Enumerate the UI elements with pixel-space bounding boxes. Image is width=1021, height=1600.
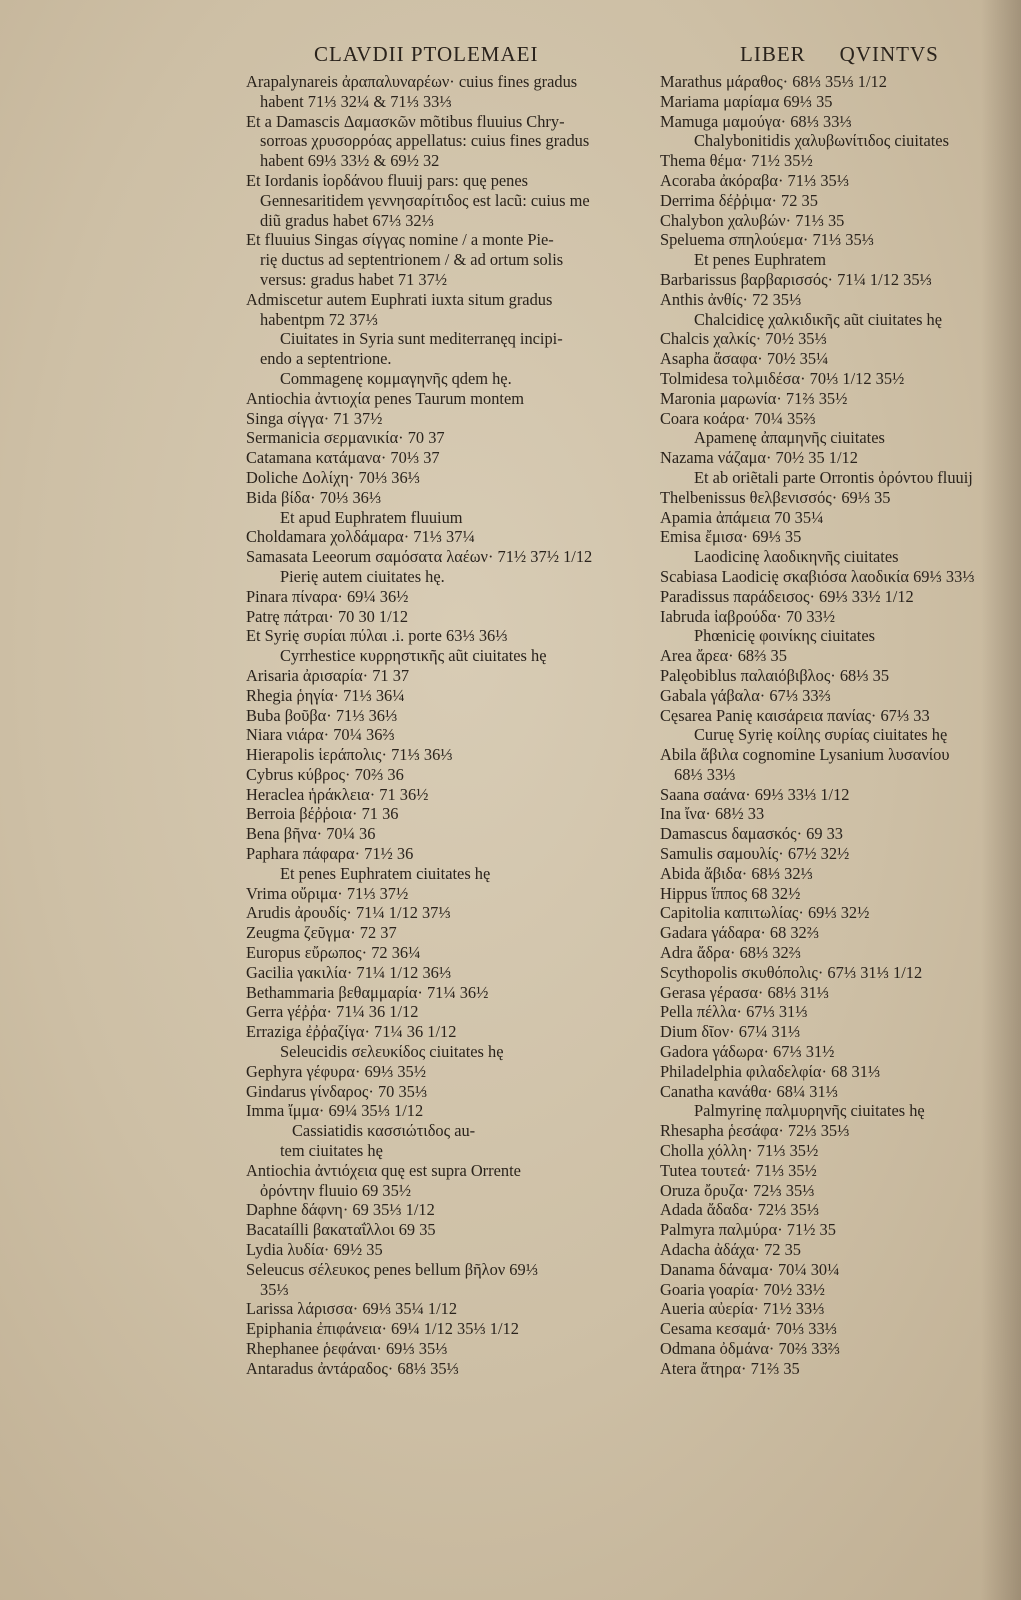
text-line: Arudis ἀρουδίς· 71¼ 1/12 37⅓ — [246, 903, 451, 923]
text-line: Et fluuius Singas σίγγας nomine / a monte Pie- — [246, 230, 554, 250]
text-line: Paradissus παράδεισος· 69⅓ 33½ 1/12 — [660, 586, 914, 606]
text-line: Antiochia ἀντιόχεια quę est supra Orrente — [246, 1160, 521, 1180]
text-line: Daphne δάφνη· 69 35⅓ 1/12 — [246, 1200, 435, 1220]
text-line: Thema θέμα· 71½ 35½ — [660, 151, 813, 171]
text-line: Europus εὔρωπος· 72 36¼ — [246, 943, 421, 963]
text-line: Vrima οὔριμα· 71⅓ 37½ — [246, 883, 409, 903]
section-heading-line: tem ciuitates hę — [280, 1141, 383, 1161]
text-line: Erraziga ἐῤῥαζίγα· 71¼ 36 1/12 — [246, 1022, 457, 1042]
text-line: Bethammaria βεθαμμαρία· 71¼ 36½ — [246, 982, 489, 1002]
text-line: Asapha ἄσαφα· 70½ 35¼ — [660, 349, 829, 369]
text-line: Imma ἴμμα· 69¼ 35⅓ 1/12 — [246, 1101, 424, 1121]
text-line: Sermanicia σερμανικία· 70 37 — [246, 428, 445, 448]
text-line: Gephyra γέφυρα· 69⅓ 35½ — [246, 1061, 427, 1081]
text-line: Samulis σαμουλίς· 67½ 32½ — [660, 844, 850, 864]
text-line: Iabruda ἰαβρούδα· 70 33½ — [660, 606, 836, 626]
text-line: Gerasa γέρασα· 68⅓ 31⅓ — [660, 982, 829, 1002]
text-line: Abila ἄβιλα cognomine Lysanium λυσανίου — [660, 745, 950, 765]
text-line: Et a Damascis Δαμασκῶν mõtibus fluuius Chry- — [246, 111, 565, 131]
text-line: Aueria αὐερία· 71½ 33⅓ — [660, 1299, 825, 1319]
text-line: Rhesapha ῥεσάφα· 72⅓ 35⅓ — [660, 1121, 850, 1141]
text-line: Bena βῆνα· 70¼ 36 — [246, 824, 376, 844]
running-header-right — [740, 42, 973, 67]
text-line: Damascus δαμασκός· 69 33 — [660, 824, 844, 844]
text-line: Singa σίγγα· 71 37½ — [246, 408, 383, 428]
text-line: Palęobiblus παλαιόβιβλος· 68⅓ 35 — [660, 665, 890, 685]
text-line: Speluema σπηλούεμα· 71⅓ 35⅓ — [660, 230, 874, 250]
text-line: Seleucus σέλευκος penes bellum βῆλον 69⅓ — [246, 1259, 538, 1279]
text-line: Antaradus ἀντάραδος· 68⅓ 35⅓ — [246, 1358, 459, 1378]
text-line: Saana σαάνα· 69⅓ 33⅓ 1/12 — [660, 784, 850, 804]
text-line: Capitolia καπιτωλίας· 69⅓ 32½ — [660, 903, 870, 923]
section-heading-line: Commagenę κομμαγηνῆς qdem hę. — [280, 368, 512, 388]
section-heading-line: Cyrrhestice κυρρηστικῆς aũt ciuitates hę — [280, 646, 547, 666]
text-line: rię ductus ad septentrionem / & ad ortum solis — [260, 250, 564, 270]
text-line: Canatha κανάθα· 68¼ 31⅓ — [660, 1081, 838, 1101]
text-line: Cesama κεσαμά· 70⅓ 33⅓ — [660, 1319, 837, 1339]
text-line: Rhegia ῥηγία· 71⅓ 36¼ — [246, 685, 405, 705]
section-heading-line: Cassiatidis κασσιώτιδος au- — [292, 1121, 476, 1141]
text-line: Tutea τουτεά· 71⅓ 35½ — [660, 1160, 817, 1180]
text-line: Hippus ἵππος 68 32½ — [660, 883, 801, 903]
text-line: diũ gradus habet 67⅓ 32⅓ — [260, 210, 434, 230]
text-line: Et Iordanis ἰορδάνου fluuij pars: quę penes — [246, 170, 529, 190]
section-heading-line: Seleucidis σελευκίδος ciuitates hę — [280, 1042, 504, 1062]
text-line: Gabala γάβαλα· 67⅓ 33⅔ — [660, 685, 831, 705]
text-line: Chalybon χαλυβών· 71⅓ 35 — [660, 210, 845, 230]
text-line: 68⅓ 33⅓ — [674, 764, 736, 784]
text-line: Bida βίδα· 70⅓ 36⅓ — [246, 487, 382, 507]
text-line: Rhephanee ῥεφάναι· 69⅓ 35⅓ — [246, 1339, 448, 1358]
text-line: Derrima δέῤῥιμα· 72 35 — [660, 190, 818, 210]
section-heading-line: Et penes Euphratem ciuitates hę — [280, 863, 491, 883]
text-line: Gadora γάδωρα· 67⅓ 31½ — [660, 1042, 835, 1062]
text-line: Mamuga μαμούγα· 68⅓ 33⅓ — [660, 111, 852, 131]
header-word-quintus: QVINTVS — [839, 42, 939, 66]
text-line: Buba βοῦβα· 71⅓ 36⅓ — [246, 705, 398, 725]
text-line: Cybrus κύβρος· 70⅔ 36 — [246, 764, 404, 784]
text-line: Adacha ἀδάχα· 72 35 — [660, 1240, 801, 1260]
header-word-liber: LIBER — [740, 42, 806, 66]
text-line: Adra ἄδρα· 68⅓ 32⅔ — [660, 943, 801, 963]
text-line: Larissa λάρισσα· 69⅓ 35¼ 1/12 — [246, 1299, 458, 1319]
text-line: Catamana κατάμανα· 70⅓ 37 — [246, 448, 440, 468]
text-line: habentpm 72 37⅓ — [260, 309, 378, 329]
text-line: Zeugma ζεῦγμα· 72 37 — [246, 923, 397, 943]
text-line: Lydia λυδία· 69½ 35 — [246, 1240, 383, 1260]
text-line: Thelbenissus θελβενισσός· 69⅓ 35 — [660, 487, 891, 507]
text-line: Doliche Δολίχη· 70⅓ 36⅓ — [246, 467, 420, 487]
text-line: Gerra γέῤῥα· 71¼ 36 1/12 — [246, 1002, 419, 1022]
text-line: Niara νιάρα· 70¼ 36⅔ — [246, 725, 395, 745]
text-line: Tolmidesa τολμιδέσα· 70⅓ 1/12 35½ — [660, 368, 905, 388]
text-line: Heraclea ἡράκλεια· 71 36½ — [246, 784, 429, 804]
text-line: Palmyra παλμύρα· 71½ 35 — [660, 1220, 836, 1240]
right-text-column — [660, 72, 1000, 1379]
text-line: Cęsarea Panię καισάρεια πανίας· 67⅓ 33 — [660, 705, 930, 725]
text-line: Admiscetur autem Euphrati iuxta situm gradus — [246, 289, 553, 309]
section-heading-line: Et penes Euphratem — [694, 250, 826, 270]
text-line: endo a septentrione. — [260, 349, 392, 369]
text-line: Dium δῖον· 67¼ 31⅓ — [660, 1022, 801, 1042]
section-heading-line: Laodicinę λαοδικηνῆς ciuitates — [694, 547, 899, 567]
text-line: Anthis ἀνθίς· 72 35⅓ — [660, 289, 802, 309]
section-heading-line: Apamenę ἀπαμηνῆς ciuitates — [694, 428, 885, 448]
text-line: Gadara γάδαρα· 68 32⅔ — [660, 923, 820, 943]
text-line: Scabiasa Laodicię σκαβιόσα λαοδικία 69⅓ 33⅓ — [660, 566, 975, 586]
text-line: Abida ἄβιδα· 68⅓ 32⅓ — [660, 863, 813, 883]
text-line: Apamia ἀπάμεια 70 35¼ — [660, 507, 824, 527]
text-line: Choldamara χολδάμαρα· 71⅓ 37¼ — [246, 527, 475, 547]
text-line: Chalcis χαλκίς· 70½ 35⅓ — [660, 329, 827, 349]
left-text-column — [246, 72, 596, 1379]
text-line: Nazama νάζαμα· 70½ 35 1/12 — [660, 448, 858, 468]
text-line: habent 71⅓ 32¼ & 71⅓ 33⅓ — [260, 91, 452, 111]
text-line: Hierapolis ἱεράπολις· 71⅓ 36⅓ — [246, 745, 453, 765]
text-line: Marathus μάραθος· 68⅓ 35⅓ 1/12 — [660, 72, 887, 91]
text-line: Gindarus γίνδαρος· 70 35⅓ — [246, 1081, 428, 1101]
section-heading-line: Chalcidicę χαλκιδικῆς aũt ciuitates hę — [694, 309, 943, 329]
section-heading-line: Pierię autem ciuitates hę. — [280, 566, 445, 586]
text-line: Mariama μαρίαμα 69⅓ 35 — [660, 91, 833, 111]
text-line: Maronia μαρωνία· 71⅔ 35½ — [660, 388, 848, 408]
text-line: Samasata Leeorum σαμόσατα λαέων· 71½ 37½ 1/12 — [246, 547, 593, 567]
text-line: Et Syrię συρίαι πύλαι .i. porte 63⅓ 36⅓ — [246, 626, 508, 646]
text-line: Arapalynareis ἀραπαλυναρέων· cuius fines gradus — [246, 72, 578, 91]
section-heading-line: Et ab oriẽtali parte Orrontis ὀρόντου fluuij — [694, 467, 973, 487]
text-line: Arisaria ἀρισαρία· 71 37 — [246, 665, 410, 685]
text-line: Ina ἴνα· 68½ 33 — [660, 804, 765, 824]
text-line: Philadelphia φιλαδελφία· 68 31⅓ — [660, 1061, 881, 1081]
text-line: Goaria γοαρία· 70½ 33½ — [660, 1279, 825, 1299]
text-line: Gennesaritidem γεννησαρίτιδος est lacũ: cuius me — [260, 190, 590, 210]
running-header-left: CLAVDII PTOLEMAEI — [314, 42, 539, 66]
text-line: Coara κοάρα· 70¼ 35⅔ — [660, 408, 816, 428]
text-line: Berroia βέῤῥοια· 71 36 — [246, 804, 399, 824]
text-line: Adada ἄδαδα· 72⅓ 35⅓ — [660, 1200, 820, 1220]
text-line: Area ἄρεα· 68⅔ 35 — [660, 646, 787, 666]
section-heading-line: Curuę Syrię κοίλης συρίας ciuitates hę — [694, 725, 948, 745]
section-heading-line: Et apud Euphratem fluuium — [280, 507, 463, 527]
text-line: Cholla χόλλη· 71⅓ 35½ — [660, 1141, 819, 1161]
text-line: 35⅓ — [260, 1279, 289, 1299]
text-line: Acoraba ἀκόραβα· 71⅓ 35⅓ — [660, 170, 850, 190]
section-heading-line: Chalybonitidis χαλυβωνίτιδος ciuitates — [694, 131, 949, 151]
text-line: Bacataílli βακαταΐλλοι 69 35 — [246, 1220, 436, 1240]
text-line: Pinara πίναρα· 69¼ 36½ — [246, 586, 409, 606]
text-line: Emisa ἔμισα· 69⅓ 35 — [660, 527, 802, 547]
text-line: ὀρόντην fluuio 69 35½ — [260, 1180, 412, 1200]
text-line: versus: gradus habet 71 37½ — [260, 269, 448, 289]
text-line: Paphara πάφαρα· 71½ 36 — [246, 844, 414, 864]
text-line: Atera ἄτηρα· 71⅔ 35 — [660, 1358, 800, 1378]
section-heading-line: Palmyrinę παλμυρηνῆς ciuitates hę — [694, 1101, 925, 1121]
text-line: Barbarissus βαρβαρισσός· 71¼ 1/12 35⅓ — [660, 269, 932, 289]
text-line: Danama δάναμα· 70¼ 30¼ — [660, 1259, 840, 1279]
text-line: Odmana ὀδμάνα· 70⅔ 33⅔ — [660, 1339, 840, 1358]
text-line: habent 69⅓ 33½ & 69½ 32 — [260, 151, 440, 171]
text-line: Oruza ὄρυζα· 72⅓ 35⅓ — [660, 1180, 815, 1200]
text-line: Pella πέλλα· 67⅓ 31⅓ — [660, 1002, 808, 1022]
text-line: Patrę πάτραι· 70 30 1/12 — [246, 606, 409, 626]
section-heading-line: Phœnicię φοινίκης ciuitates — [694, 626, 876, 646]
text-line: Epiphania ἐπιφάνεια· 69¼ 1/12 35⅓ 1/12 — [246, 1319, 519, 1339]
text-line: Antiochia ἀντιοχία penes Taurum montem — [246, 388, 524, 408]
text-line: Gacilia γακιλία· 71¼ 1/12 36⅓ — [246, 962, 452, 982]
text-line: sorroas χρυσορρόας appellatus: cuius fines gradus — [260, 131, 590, 151]
section-heading-line: Ciuitates in Syria sunt mediterranęq incipi- — [280, 329, 563, 349]
text-line: Scythopolis σκυθόπολις· 67⅓ 31⅓ 1/12 — [660, 962, 923, 982]
